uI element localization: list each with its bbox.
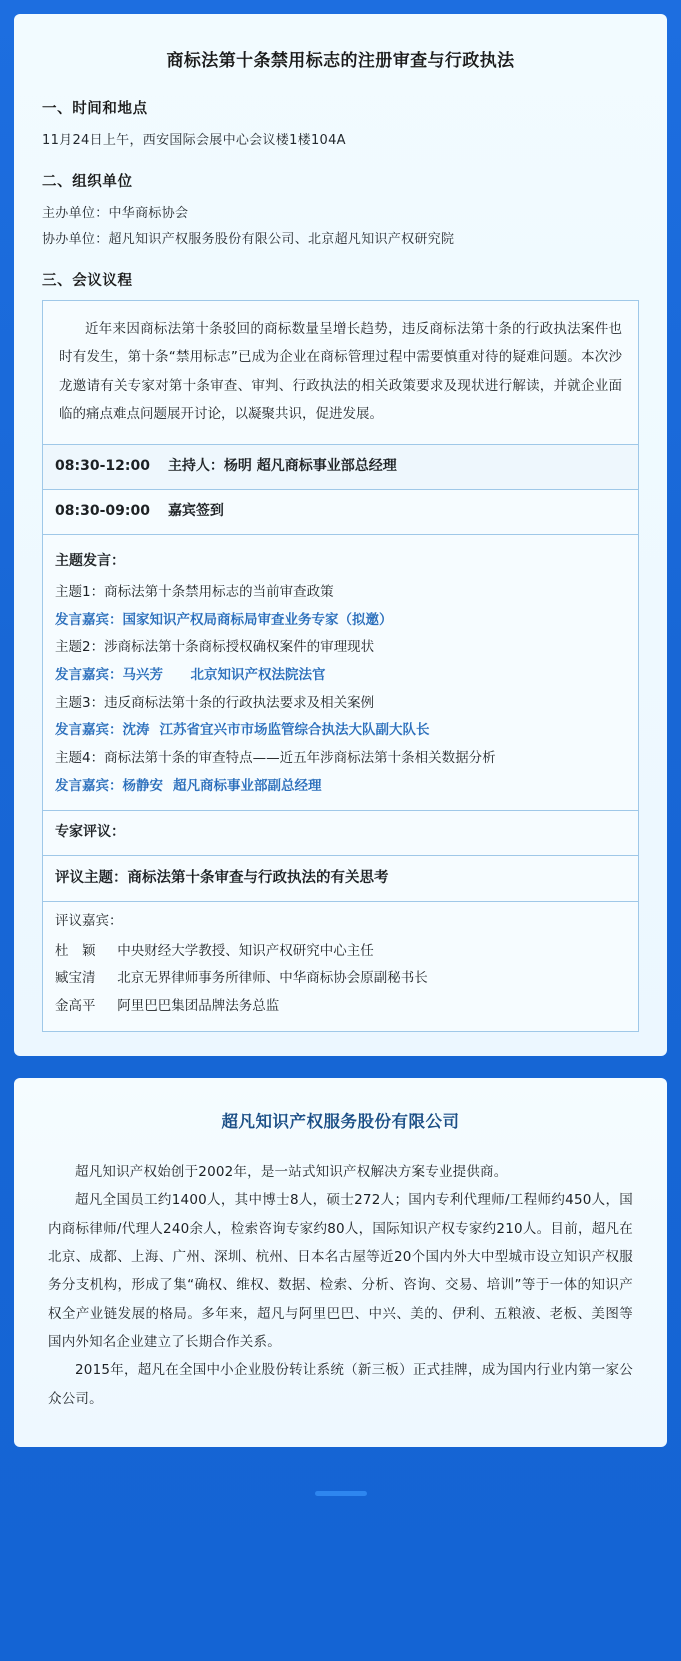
agenda-row-signin — [43, 490, 638, 535]
speech-guest-2 — [55, 662, 626, 690]
agenda-intro-paragraph: 近年来因商标法第十条驳回的商标数量呈增长趋势，违反商标法第十条的行政执法案件也时有发生，第十条“禁用标志”已成为企业在商标管理过程中需要慎重对待的疑难问题。本次沙龙邀请有关专家对第十条审查、审判、行政执法的相关政策要求及现状进行解读，并就企业面临的痛点难点问题展开讨论，以凝聚共识，促进发展。 — [43, 301, 638, 445]
section-heading-time-place: 一、时间和地点 — [42, 101, 148, 117]
expert-guest-name-1: 杜 颖 — [55, 942, 96, 959]
signin-text: 嘉宾签到 — [167, 503, 224, 520]
speech-topic-4: 主题4：商标法第十条的审查特点——近五年涉商标法第十条相关数据分析 — [55, 750, 496, 767]
expert-guest-1 — [55, 938, 626, 966]
speech-guest-label-1: 发言嘉宾： — [55, 611, 123, 628]
agenda-row-host — [43, 445, 638, 490]
expert-guest-desc-1: 中央财经大学教授、知识产权研究中心主任 — [117, 942, 374, 959]
agenda-card — [14, 14, 667, 1056]
home-indicator-icon[interactable] — [315, 1491, 367, 1496]
speech-guest-label-2: 发言嘉宾： — [55, 667, 123, 684]
expert-guest-desc-3: 阿里巴巴集团品牌法务总监 — [117, 998, 280, 1015]
host-text: 主持人：杨明 超凡商标事业部总经理 — [167, 458, 397, 475]
expert-guest-3 — [55, 993, 626, 1021]
expert-guest-name-3: 金高平 — [55, 998, 96, 1015]
host-time: 08:30-12:00 — [55, 458, 150, 475]
speech-section-label: 主题发言： — [55, 553, 125, 570]
speech-guest-1 — [55, 607, 626, 635]
speech-guest-3 — [55, 717, 626, 745]
speech-guest-role-3: 江苏省宜兴市市场监管综合执法大队副大队长 — [159, 722, 430, 739]
time-place-line: 11月24日上午，西安国际会展中心会议楼1楼104A — [42, 133, 346, 148]
footer-spacer — [14, 1447, 667, 1491]
speech-guest-name-2: 马兴芳 — [122, 667, 163, 684]
speech-guest-4 — [55, 773, 626, 801]
speech-guest-label-3: 发言嘉宾： — [55, 722, 123, 739]
speech-guest-name-4: 杨静安 — [122, 777, 163, 794]
company-intro-card — [14, 1078, 667, 1447]
speech-guest-label-4: 发言嘉宾： — [55, 777, 123, 794]
expert-review-label: 专家评议： — [43, 811, 638, 856]
company-paragraph-3: 2015年，超凡在全国中小企业股份转让系统（新三板）正式挂牌，成为国内行业内第一家公众公司。 — [48, 1362, 633, 1407]
speech-guest-name-1: 国家知识产权局商标局审查业务专家（拟邀） — [122, 611, 393, 628]
expert-guest-name-2: 臧宝清 — [55, 970, 96, 987]
page-title: 商标法第十条禁用标志的注册审查与行政执法 — [166, 51, 515, 71]
agenda-row-speeches — [43, 535, 638, 811]
speech-guest-role-4: 超凡商标事业部副总经理 — [173, 777, 322, 794]
speech-guest-name-3: 沈涛 — [122, 722, 150, 739]
footer-indicator-wrap — [14, 1491, 667, 1506]
agenda-table — [42, 300, 639, 1032]
speech-topic-2: 主题2：涉商标法第十条商标授权确权案件的审理现状 — [55, 639, 375, 656]
section-heading-organizers: 二、组织单位 — [42, 174, 133, 190]
signin-time: 08:30-09:00 — [55, 503, 150, 520]
expert-guests-label: 评议嘉宾： — [55, 913, 123, 930]
company-name-heading: 超凡知识产权服务股份有限公司 — [221, 1111, 460, 1131]
organizer-host-line: 主办单位：中华商标协会 — [42, 206, 189, 221]
expert-review-topic: 评议主题：商标法第十条审查与行政执法的有关思考 — [43, 856, 638, 902]
speech-topic-1: 主题1：商标法第十条禁用标志的当前审查政策 — [55, 584, 334, 601]
speech-guest-role-2: 北京知识产权法院法官 — [190, 667, 326, 684]
expert-guest-2 — [55, 965, 626, 993]
company-paragraph-2: 超凡全国员工约1400人，其中博士8人，硕士272人；国内专利代理师/工程师约450人，国内商标律师/代理人240余人，检索咨询专家约80人，国际知识产权专家约210人。目前，超凡在北京、成都、上海、广州、深圳、杭州、日本名古屋等近20个国内外大中型城市设立知识产权服务分支机构，形成了集“确权、维权、数据、检索、分析、咨询、交易、培训”等于一体的知识产权全产业链发展的格局。多年来，超凡与阿里巴巴、中兴、美的、伊利、五粮液、老板、美图等国内外知名企业建立了长期合作关系。 — [48, 1192, 633, 1350]
speech-topic-3: 主题3：违反商标法第十条的行政执法要求及相关案例 — [55, 694, 375, 711]
expert-guest-desc-2: 北京无界律师事务所律师、中华商标协会原副秘书长 — [117, 970, 428, 987]
section-heading-agenda: 三、会议议程 — [42, 273, 133, 289]
company-paragraph-1: 超凡知识产权始创于2002年，是一站式知识产权解决方案专业提供商。 — [75, 1163, 508, 1180]
organizer-coorg-line: 协办单位：超凡知识产权服务股份有限公司、北京超凡知识产权研究院 — [42, 232, 455, 247]
expert-guests-block — [43, 902, 638, 1032]
